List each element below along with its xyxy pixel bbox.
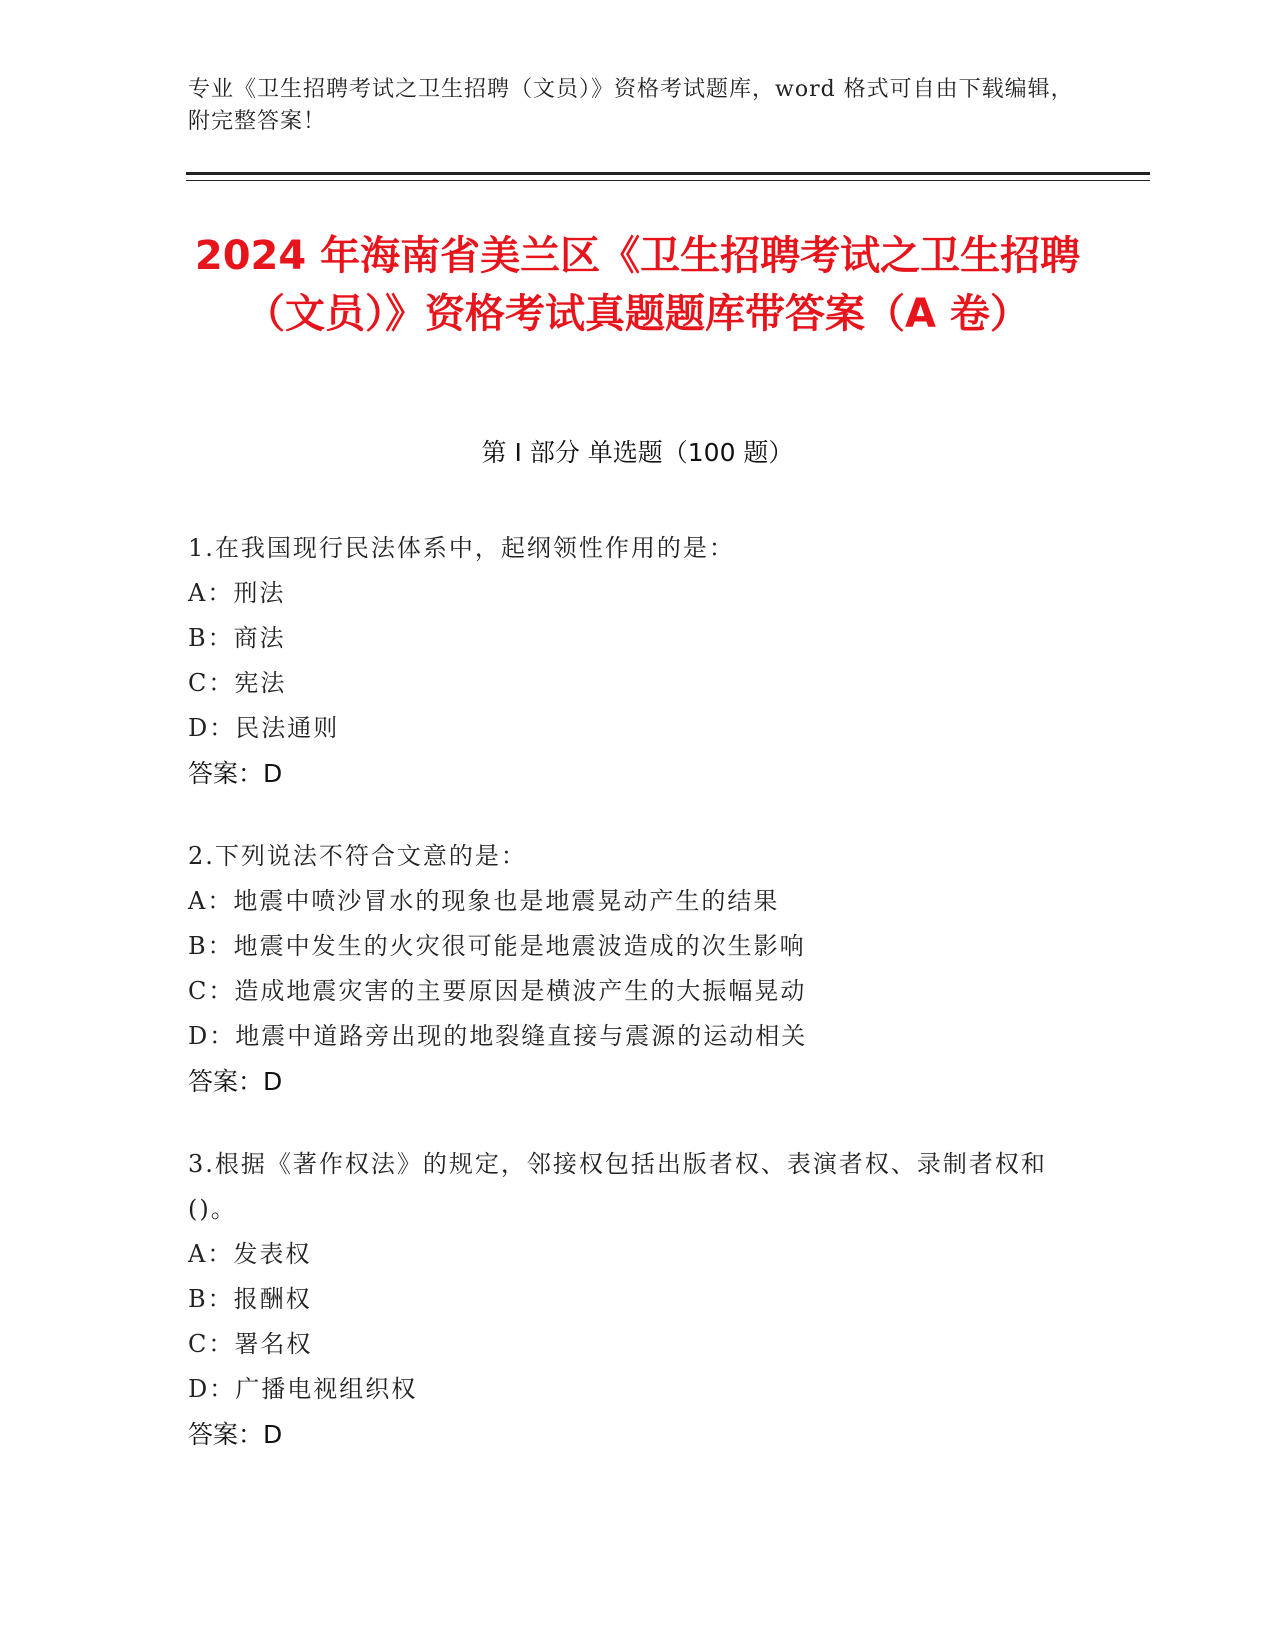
option-d: D：广播电视组织权: [188, 1375, 418, 1403]
question-stem: 3.根据《著作权法》的规定，邻接权包括出版者权、表演者权、录制者权和()。: [188, 1150, 1047, 1223]
section-title: 第 I 部分 单选题（100 题）: [481, 438, 794, 467]
question-2: [188, 834, 1068, 1104]
document-title: 2024 年海南省美兰区《卫生招聘考试之卫生招聘（文员）》资格考试真题题库带答案（A 卷）: [194, 233, 1081, 337]
option-d: D：民法通则: [188, 714, 340, 742]
option-b: B：地震中发生的火灾很可能是地震波造成的次生影响: [188, 932, 806, 960]
option-c: C：署名权: [188, 1330, 313, 1358]
answer: 答案：D: [188, 1420, 283, 1449]
question-stem: 1.在我国现行民法体系中，起纲领性作用的是：: [188, 534, 735, 562]
option-c: C：宪法: [188, 669, 287, 697]
question-stem: 2.下列说法不符合文意的是：: [188, 842, 527, 870]
option-b: B：商法: [188, 624, 286, 652]
answer: 答案：D: [188, 759, 283, 788]
option-b: B：报酬权: [188, 1285, 312, 1313]
header-divider-thick: [186, 172, 1150, 175]
header-note: 专业《卫生招聘考试之卫生招聘（文员）》资格考试题库，word 格式可自由下载编辑，附完整答案！: [188, 77, 1074, 134]
header-divider-thin: [186, 180, 1150, 181]
option-a: A：发表权: [188, 1240, 312, 1268]
option-c: C：造成地震灾害的主要原因是横波产生的大振幅晃动: [188, 977, 807, 1005]
answer: 答案：D: [188, 1067, 283, 1096]
question-list: [188, 526, 1068, 1495]
option-a: A：地震中喷沙冒水的现象也是地震晃动产生的结果: [188, 887, 780, 915]
option-d: D：地震中道路旁出现的地裂缝直接与震源的运动相关: [188, 1022, 808, 1050]
question-1: [188, 526, 1068, 796]
question-3: [188, 1142, 1068, 1457]
option-a: A：刑法: [188, 579, 286, 607]
